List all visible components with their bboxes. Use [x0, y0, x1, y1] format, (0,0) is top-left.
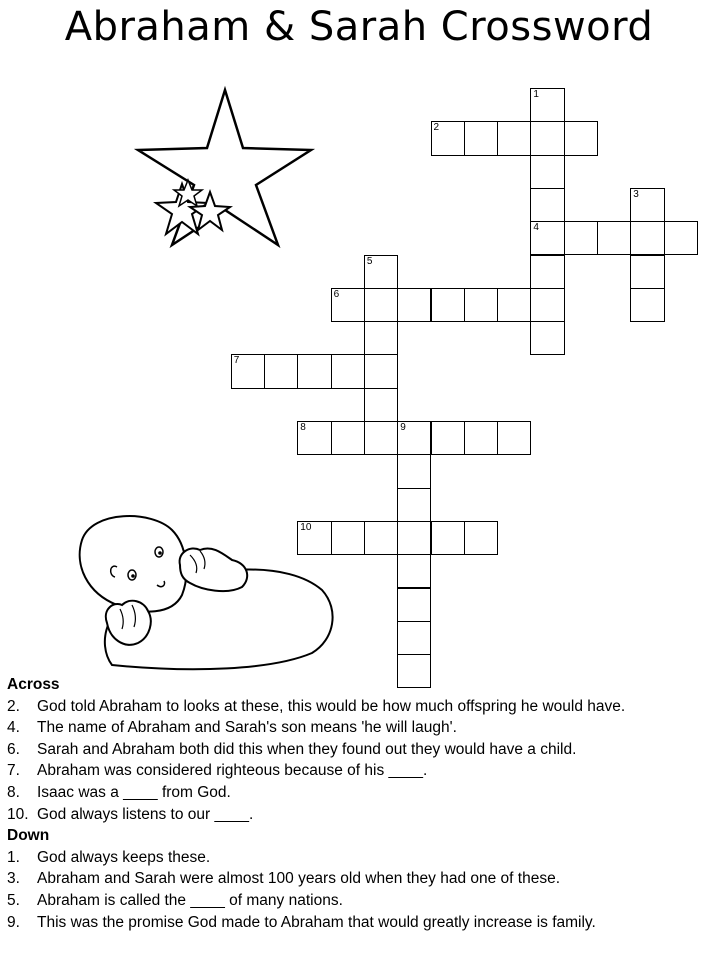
crossword-cell[interactable]	[397, 554, 431, 588]
crossword-cell[interactable]	[530, 288, 564, 322]
crossword-cell[interactable]	[530, 255, 564, 289]
across-clue	[7, 760, 712, 782]
down-clue	[7, 847, 712, 869]
clue-text: The name of Abraham and Sarah's son means 'he will laugh'.	[37, 719, 457, 737]
clue-text: God told Abraham to looks at these, this would be how much offspring he would have.	[37, 697, 626, 715]
across-clue	[7, 782, 712, 804]
crossword-cell[interactable]	[264, 354, 298, 388]
cell-number: 8	[300, 422, 306, 433]
crossword-cell[interactable]	[530, 121, 564, 155]
crossword-cell[interactable]	[297, 354, 331, 388]
cell-number: 6	[333, 288, 340, 300]
crossword-cell[interactable]	[497, 421, 531, 455]
crossword-cell[interactable]	[364, 388, 398, 422]
page-title: Abraham & Sarah Crossword	[64, 4, 654, 50]
clue-text: Sarah and Abraham both did this when they found out they would have a child.	[37, 740, 577, 758]
crossword-cell[interactable]	[564, 121, 598, 155]
crossword-cell[interactable]	[331, 354, 365, 388]
crossword-cell[interactable]	[530, 321, 564, 355]
clue-number: 4.	[7, 719, 20, 737]
cell-number: 3	[633, 188, 639, 200]
crossword-cell[interactable]	[530, 188, 564, 222]
across-clue	[7, 739, 712, 761]
clue-number: 5.	[7, 891, 20, 909]
crossword-cell[interactable]	[564, 221, 598, 255]
crossword-cell[interactable]	[331, 421, 365, 455]
cell-number: 7	[233, 355, 240, 367]
across-clue	[7, 696, 712, 718]
clue-text: Abraham was considered righteous because of his ____.	[37, 762, 428, 780]
clue-number: 6.	[7, 740, 20, 758]
crossword-cell[interactable]	[530, 88, 564, 122]
crossword-cell[interactable]	[364, 521, 398, 555]
down-clue	[7, 912, 712, 934]
crossword-cell[interactable]	[664, 221, 698, 255]
crossword-cell[interactable]	[397, 488, 431, 522]
crossword-cell[interactable]	[431, 121, 465, 155]
crossword-cell[interactable]	[397, 621, 431, 655]
clue-text: God always keeps these.	[37, 848, 211, 866]
crossword-cell[interactable]	[464, 288, 498, 322]
cell-number: 1	[533, 89, 539, 100]
crossword-cell[interactable]	[297, 521, 331, 555]
crossword-cell[interactable]	[630, 255, 664, 289]
crossword-cell[interactable]	[364, 255, 398, 289]
crossword-cell[interactable]	[630, 288, 664, 322]
crossword-cell[interactable]	[497, 288, 531, 322]
cell-number: 4	[533, 222, 539, 234]
down-clues	[7, 847, 712, 933]
clue-text: Abraham and Sarah were almost 100 years old when they had one of these.	[37, 870, 561, 888]
cell-number: 10	[300, 521, 312, 533]
crossword-cell[interactable]	[464, 421, 498, 455]
clue-number: 8.	[7, 783, 20, 801]
clue-text: Abraham is called the ____ of many nations.	[37, 891, 343, 909]
clue-text: God always listens to our ____.	[37, 805, 254, 823]
cell-number: 9	[400, 422, 406, 433]
crossword-cell[interactable]	[431, 421, 465, 455]
down-clue	[7, 890, 712, 912]
crossword-cell[interactable]	[364, 288, 398, 322]
clue-number: 3.	[7, 870, 20, 888]
crossword-cell[interactable]	[231, 354, 265, 388]
clue-number: 10.	[7, 805, 29, 823]
crossword-cell[interactable]	[530, 155, 564, 189]
clue-number: 1.	[7, 848, 20, 866]
down-clue	[7, 868, 712, 890]
clue-text: Isaac was a ____ from God.	[37, 783, 231, 801]
crossword-cell[interactable]	[364, 321, 398, 355]
crossword-cell[interactable]	[431, 521, 465, 555]
crossword-cell[interactable]	[464, 121, 498, 155]
clue-number: 7.	[7, 762, 20, 780]
across-clue	[7, 717, 712, 739]
down-heading: Down	[7, 827, 50, 845]
clue-number: 2.	[7, 697, 20, 715]
crossword-cell[interactable]	[331, 521, 365, 555]
crossword-cell[interactable]	[397, 288, 431, 322]
crossword-cell[interactable]	[630, 221, 664, 255]
clue-text: This was the promise God made to Abraham that would greatly increase is family.	[37, 913, 596, 931]
crossword-cell[interactable]	[297, 421, 331, 455]
across-clue	[7, 804, 712, 826]
crossword-cell[interactable]	[397, 588, 431, 622]
clue-list	[7, 674, 712, 933]
crossword-cell[interactable]	[530, 221, 564, 255]
crossword-cell[interactable]	[597, 221, 631, 255]
crossword-cell[interactable]	[630, 188, 664, 222]
across-heading: Across	[7, 676, 60, 693]
crossword-cell[interactable]	[497, 121, 531, 155]
crossword-cell[interactable]	[431, 288, 465, 322]
crossword-cell[interactable]	[364, 354, 398, 388]
crossword-cell[interactable]	[397, 421, 431, 455]
cell-number: 5	[366, 255, 373, 267]
crossword-cell[interactable]	[464, 521, 498, 555]
clue-number: 9.	[7, 913, 20, 931]
crossword-cell[interactable]	[331, 288, 365, 322]
crossword-cell[interactable]	[364, 421, 398, 455]
cell-number: 2	[433, 122, 440, 134]
crossword-cell[interactable]	[397, 454, 431, 488]
crossword-cell[interactable]	[397, 521, 431, 555]
across-clues	[7, 696, 712, 826]
